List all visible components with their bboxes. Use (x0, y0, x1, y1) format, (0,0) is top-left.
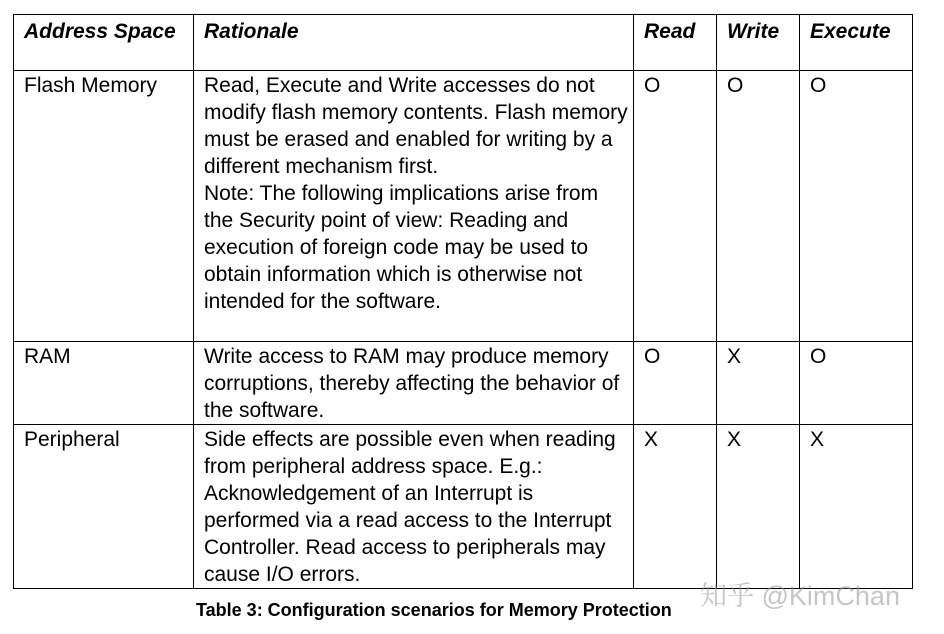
memory-protection-table (13, 14, 913, 589)
cell-rationale (194, 342, 634, 425)
table-row-flash-memory (14, 71, 913, 342)
table-header-row (14, 15, 913, 71)
cell-rationale (194, 425, 634, 589)
header-read: Read (634, 15, 717, 71)
header-rationale: Rationale (194, 15, 634, 71)
rationale-paragraph: Write access to RAM may produce memory corruptions, thereby affecting the behavior of the software. (204, 345, 620, 422)
header-write: Write (717, 15, 800, 71)
watermark: 知乎 @KimChan (700, 581, 900, 611)
header-execute: Execute (800, 15, 913, 71)
rationale-paragraph: Side effects are possible even when reading from peripheral address space. E.g.: Acknowledgement of an Interrupt is performed via a read access to the Interrupt Controller. Read access to peripherals may cause I/O errors. (204, 428, 616, 586)
rationale-note: Note: The following implications arise from the Security point of view: Reading and execution of foreign code may be used to obtain information which is otherwise not intended for the software. (204, 182, 599, 313)
cell-execute: X (800, 425, 913, 589)
header-address-space: Address Space (14, 15, 194, 71)
cell-execute: O (800, 342, 913, 425)
cell-rationale (194, 71, 634, 342)
cell-write: X (717, 425, 800, 589)
cell-address-space: RAM (14, 342, 194, 425)
cell-read: O (634, 342, 717, 425)
cell-execute: O (800, 71, 913, 342)
cell-address-space: Peripheral (14, 425, 194, 589)
table-row-ram (14, 342, 913, 425)
table-row-peripheral (14, 425, 913, 589)
cell-address-space: Flash Memory (14, 71, 194, 342)
table-caption: Table 3: Configuration scenarios for Memory Protection (196, 600, 672, 620)
cell-write: O (717, 71, 800, 342)
cell-write: X (717, 342, 800, 425)
cell-read: O (634, 71, 717, 342)
cell-read: X (634, 425, 717, 589)
rationale-paragraph: Read, Execute and Write accesses do not modify flash memory contents. Flash memory must be erased and enabled for writing by a different mechanism first. (204, 74, 628, 178)
